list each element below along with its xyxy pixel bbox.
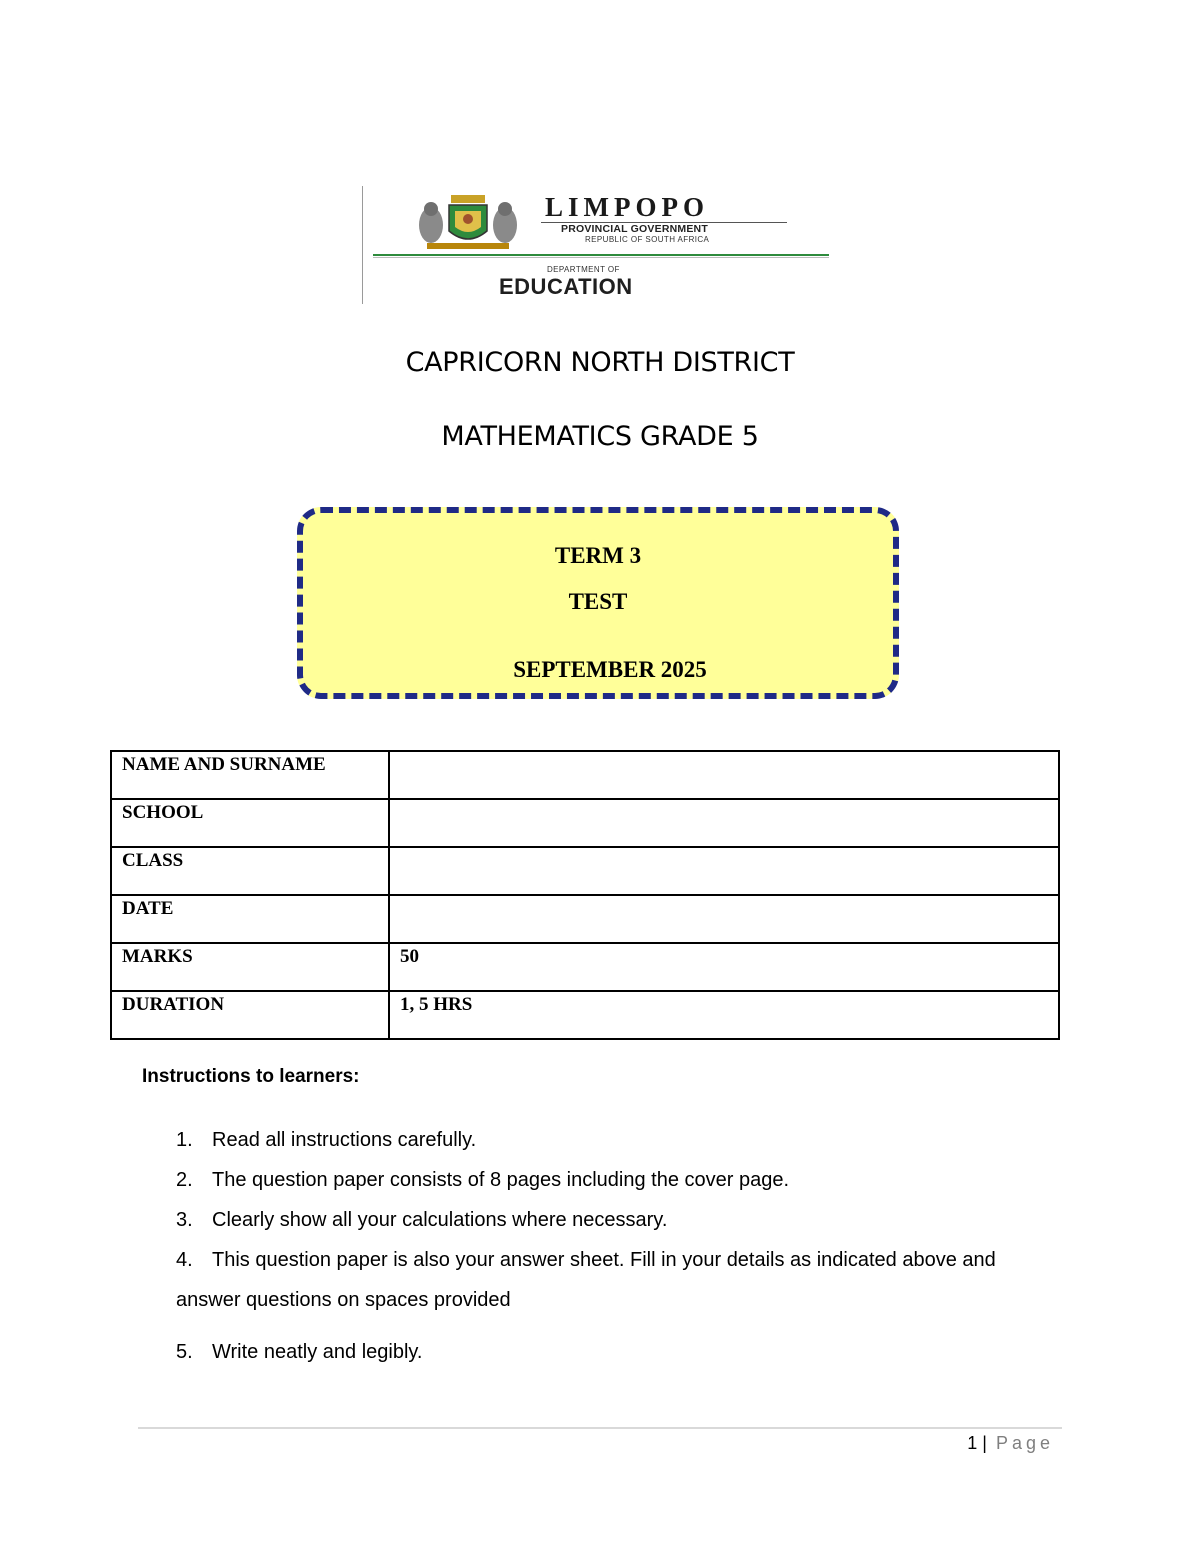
footer-separator: | xyxy=(982,1433,987,1453)
list-item xyxy=(176,1160,1056,1200)
table-row xyxy=(111,751,1059,799)
test-label: TEST xyxy=(568,589,628,614)
list-item xyxy=(176,1332,1056,1372)
logo-education: EDUCATION xyxy=(499,274,633,299)
logo-subtitle: PROVINCIAL GOVERNMENT xyxy=(561,223,708,235)
table-row xyxy=(111,847,1059,895)
name-label: NAME AND SURNAME xyxy=(111,751,389,799)
date-field[interactable] xyxy=(389,895,1059,943)
item-text: Write neatly and legibly. xyxy=(212,1341,423,1363)
term-box xyxy=(297,507,899,699)
item-text: This question paper is also your answer sheet. Fill in your details as indicated above and answer questions on spaces provided xyxy=(176,1249,996,1311)
instructions-list xyxy=(176,1120,1056,1372)
duration-label: DURATION xyxy=(111,991,389,1039)
page-label: Page xyxy=(995,1433,1054,1453)
date-field-label: DATE xyxy=(111,895,389,943)
instructions-title: Instructions to learners: xyxy=(142,1066,360,1087)
logo-green-rule xyxy=(373,254,829,256)
school-field[interactable] xyxy=(389,799,1059,847)
page-footer xyxy=(967,1433,1054,1454)
logo-country: REPUBLIC OF SOUTH AFRICA xyxy=(585,235,710,244)
coat-of-arms-icon xyxy=(413,191,523,253)
term-label: TERM 3 xyxy=(554,543,642,568)
item-text: Clearly show all your calculations where necessary. xyxy=(212,1209,668,1231)
school-label: SCHOOL xyxy=(111,799,389,847)
duration-value: 1, 5 HRS xyxy=(389,991,1059,1039)
learner-details-table xyxy=(110,750,1060,1040)
district-heading: CAPRICORN NORTH DISTRICT xyxy=(405,347,795,378)
logo-grey-rule xyxy=(373,257,829,258)
page-number: 1 xyxy=(967,1433,978,1453)
list-item xyxy=(176,1200,1056,1240)
marks-label: MARKS xyxy=(111,943,389,991)
item-text: Read all instructions carefully. xyxy=(212,1129,477,1151)
item-number: 4. xyxy=(176,1249,193,1271)
department-logo xyxy=(362,186,839,304)
marks-value: 50 xyxy=(389,943,1059,991)
date-label: SEPTEMBER 2025 xyxy=(513,657,707,682)
class-label: CLASS xyxy=(111,847,389,895)
item-number: 1. xyxy=(176,1129,193,1151)
list-item xyxy=(176,1240,1056,1320)
item-number: 5. xyxy=(176,1341,193,1363)
name-field[interactable] xyxy=(389,751,1059,799)
table-row xyxy=(111,895,1059,943)
item-number: 2. xyxy=(176,1169,193,1191)
subject-heading: MATHEMATICS GRADE 5 xyxy=(441,421,759,452)
table-row xyxy=(111,799,1059,847)
logo-title: LIMPOPO xyxy=(545,192,709,222)
list-item xyxy=(176,1120,1056,1160)
logo-department: DEPARTMENT OF xyxy=(547,265,620,274)
item-number: 3. xyxy=(176,1209,193,1231)
table-row xyxy=(111,991,1059,1039)
class-field[interactable] xyxy=(389,847,1059,895)
table-row xyxy=(111,943,1059,991)
item-text: The question paper consists of 8 pages including the cover page. xyxy=(212,1169,790,1191)
footer-divider xyxy=(138,1427,1062,1429)
